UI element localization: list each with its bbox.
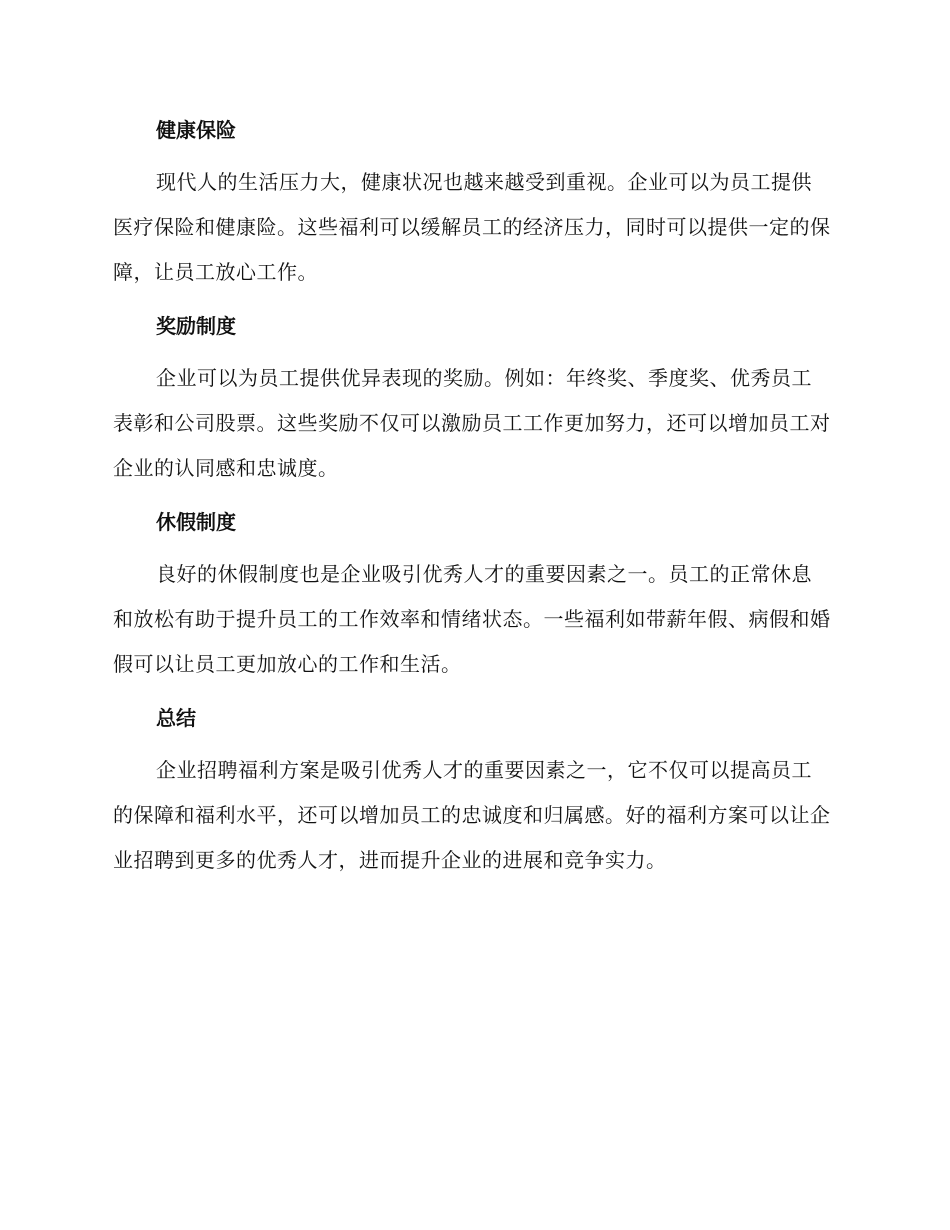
section-heading: 休假制度 [156, 510, 236, 534]
section-paragraph: 企业招聘福利方案是吸引优秀人才的重要因素之一，它不仅可以提高员工的保障和福利水平，还可以增加员工的忠诚度和归属感。好的福利方案可以让企业招聘到更多的优秀人才，进而提升企业的进展和竞争实力。 [113, 758, 831, 872]
section-reward-system [113, 304, 831, 491]
section-summary [113, 696, 831, 883]
section-paragraph: 企业可以为员工提供优异表现的奖励。例如：年终奖、季度奖、优秀员工表彰和公司股票。这些奖励不仅可以激励员工工作更加努力，还可以增加员工对企业的认同感和忠诚度。 [113, 366, 831, 480]
document-body [113, 108, 831, 892]
section-paragraph: 良好的休假制度也是企业吸引优秀人才的重要因素之一。员工的正常休息和放松有助于提升员工的工作效率和情绪状态。一些福利如带薪年假、病假和婚假可以让员工更加放心的工作和生活。 [113, 562, 831, 676]
section-health-insurance [113, 108, 831, 295]
section-paragraph: 现代人的生活压力大，健康状况也越来越受到重视。企业可以为员工提供医疗保险和健康险。这些福利可以缓解员工的经济压力，同时可以提供一定的保障，让员工放心工作。 [113, 170, 831, 284]
section-leave-system [113, 500, 831, 687]
section-heading: 健康保险 [156, 118, 236, 142]
section-heading: 奖励制度 [156, 314, 236, 338]
section-heading: 总结 [156, 706, 196, 730]
